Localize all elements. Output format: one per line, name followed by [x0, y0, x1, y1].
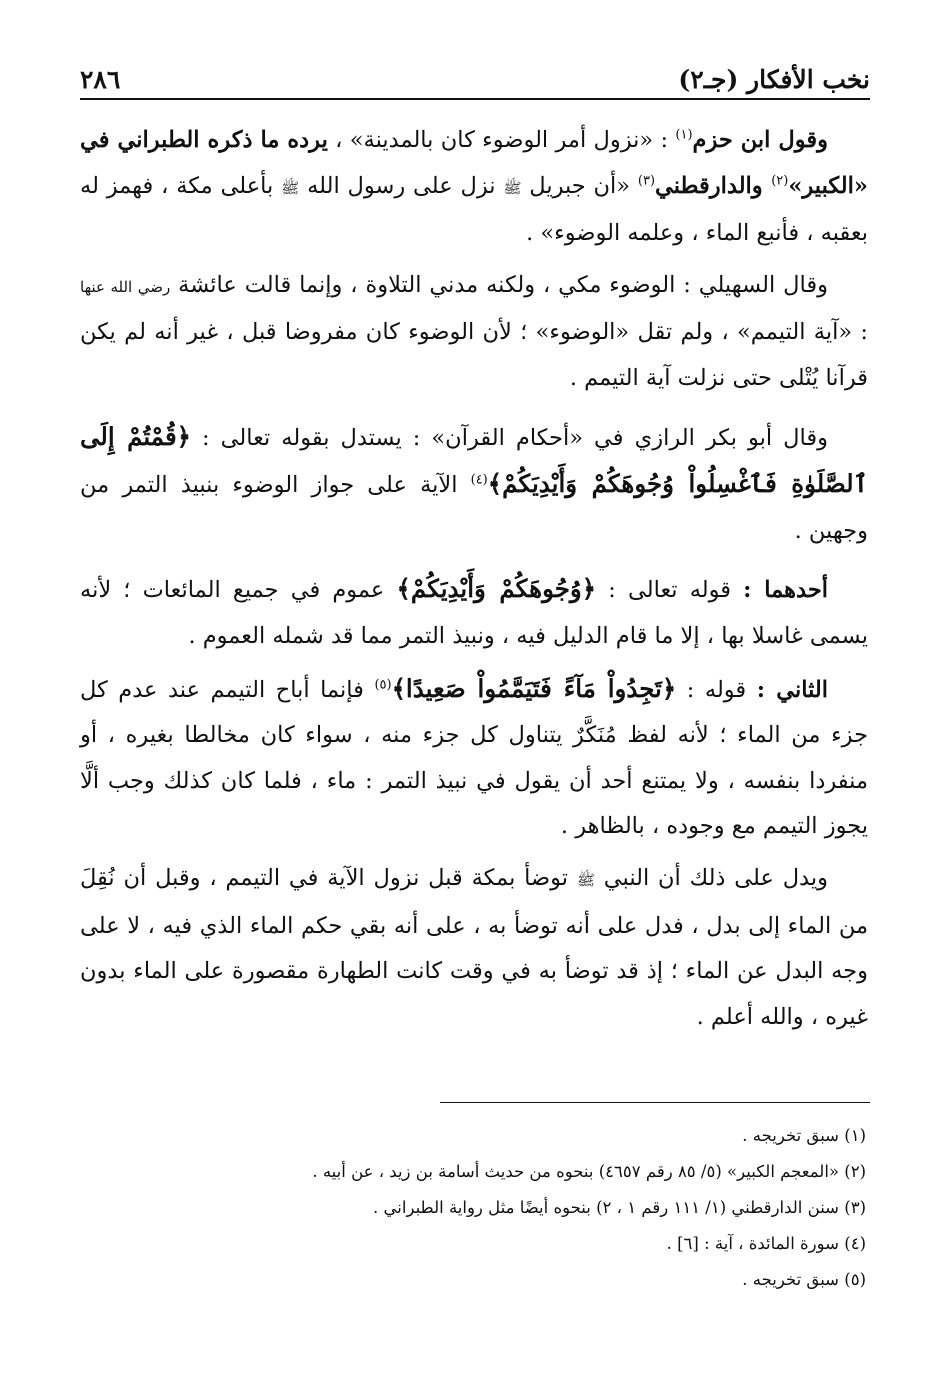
page-number: ٢٨٦ — [80, 65, 121, 94]
text-span: «أن جبريل — [521, 172, 638, 199]
honorific-symbol: ﷺ — [576, 870, 595, 889]
text-span: : «نزول أمر الوضوء كان بالمدينة» ، — [327, 127, 676, 153]
running-header — [80, 52, 870, 94]
text-span: فإنما أباح التيمم عند عدم كل جزء من الماء ؛ لأنه لفظ مُنَكَّرٌ يتناول كل جزء منه ، سواء كان مخالطا بغيره ، أو منفردا بنفسه ، ولا يمتنع أحد أن يقول في نبيذ التمر : ماء ، فلما كان كذلك وجب ألَّا يجوز التيمم مع وجوده ، بالظاهر . — [80, 676, 868, 840]
text-span: بأعلى مكة ، فهمز له بعقبه ، فأنبع الماء ، وعلمه الوضوء» . — [80, 172, 868, 247]
quran-verse: ﴿قُمْتُمْ إِلَى ٱلصَّلَوٰةِ فَٱغْسِلُواْ وُجُوهَكُمْ وَأَيْدِيَكُمْ﴾ — [80, 421, 868, 499]
footnote-4: (٤) سورة المائدة ، آية : [٦] . — [666, 1234, 866, 1253]
footnote-3: (٣) سنن الدارقطني (١/ ١١١ رقم ١ ، ٢) بنحوه أيضًا مثل رواية الطبراني . — [373, 1198, 866, 1217]
bold-phrase: والدارقطني — [655, 172, 772, 199]
text-span: قوله تعالى : — [596, 577, 744, 604]
book-title: نخب الأفكار (جـ٢) — [678, 65, 870, 94]
footnote-ref: (٢) — [771, 173, 789, 189]
footnote-ref: (٤) — [470, 472, 488, 488]
paragraph-first-aspect — [80, 566, 868, 659]
bold-phrase: أحدهما : — [743, 577, 829, 604]
footnote-ref: (٥) — [374, 677, 392, 693]
bold-phrase: الثاني : — [756, 676, 829, 703]
footnote-2: (٢) «المعجم الكبير» (٥/ ٨٥ رقم ٤٦٥٧) بنحوه من حديث أسامة بن زيد ، عن أبيه . — [312, 1162, 866, 1181]
quran-verse: ﴿تَجِدُواْ مَآءً فَتَيَمَّمُواْ صَعِيدًا﴾ — [391, 673, 677, 703]
main-text — [80, 118, 868, 1046]
text-span: عموم في جميع المائعات ؛ لأنه يسمى غاسلا بها ، إلا ما قام الدليل فيه ، ونبيذ التمر مما قد شمله العموم . — [80, 577, 868, 649]
text-span: ويدل على ذلك أن النبي — [594, 864, 828, 891]
paragraph-ibn-hazm — [80, 118, 868, 257]
bold-phrase: يرده ما ذكره الطبراني في «الكبير» — [80, 127, 868, 199]
footnote-divider — [440, 1102, 870, 1103]
text-span: نزل على رسول الله — [299, 172, 504, 199]
paragraph-second-aspect — [80, 666, 868, 850]
honorific-symbol: رضي الله عنها — [80, 277, 171, 296]
footnote-1: (١) سبق تخريجه . — [742, 1126, 866, 1145]
bold-phrase: وقول ابن حزم — [692, 127, 829, 153]
footnote-ref: (١) — [675, 127, 693, 143]
text-span: الآية على جواز الوضوء بنبيذ التمر من وجهين . — [80, 472, 868, 544]
footnote-ref: (٣) — [637, 173, 656, 189]
paragraph-razi — [80, 414, 868, 555]
text-span: : «آية التيمم» ، ولم تقل «الوضوء» ؛ لأن الوضوء كان مفروضا قبل ، غير أنه لم يكن قرآنا يُتْلى حتى نزلت آية التيمم . — [80, 319, 868, 391]
text-span: توضأ بمكة قبل نزول الآية في التيمم ، وقبل أن نُقِلَ من الماء إلى بدل ، فدل على أنه توضأ به ، على أنه بقي حكم الماء الذي فيه ، لا على وجه البدل عن الماء ؛ إذ قد توضأ به في وقت كانت الطهارة مقصورة على الماء بدون غيره ، والله أعلم . — [80, 864, 868, 1030]
text-span: وقال السهيلي : الوضوء مكي ، ولكنه مدني التلاوة ، وإنما قالت عائشة — [170, 271, 828, 298]
footnotes — [80, 1118, 866, 1298]
text-span: وقال أبو بكر الرازي في «أحكام القرآن» : يستدل بقوله تعالى : — [191, 424, 828, 451]
paragraph-suhayli — [80, 263, 868, 402]
text-span: قوله : — [676, 676, 757, 703]
footnote-5: (٥) سبق تخريجه . — [742, 1270, 866, 1289]
honorific-symbol: ﷺ — [503, 178, 522, 197]
header-divider — [80, 98, 870, 100]
quran-verse: ﴿وُجُوهَكُمْ وَأَيْدِيَكُمْ﴾ — [396, 574, 597, 604]
honorific-symbol: ﷺ — [281, 178, 300, 197]
paragraph-evidence — [80, 856, 868, 1040]
